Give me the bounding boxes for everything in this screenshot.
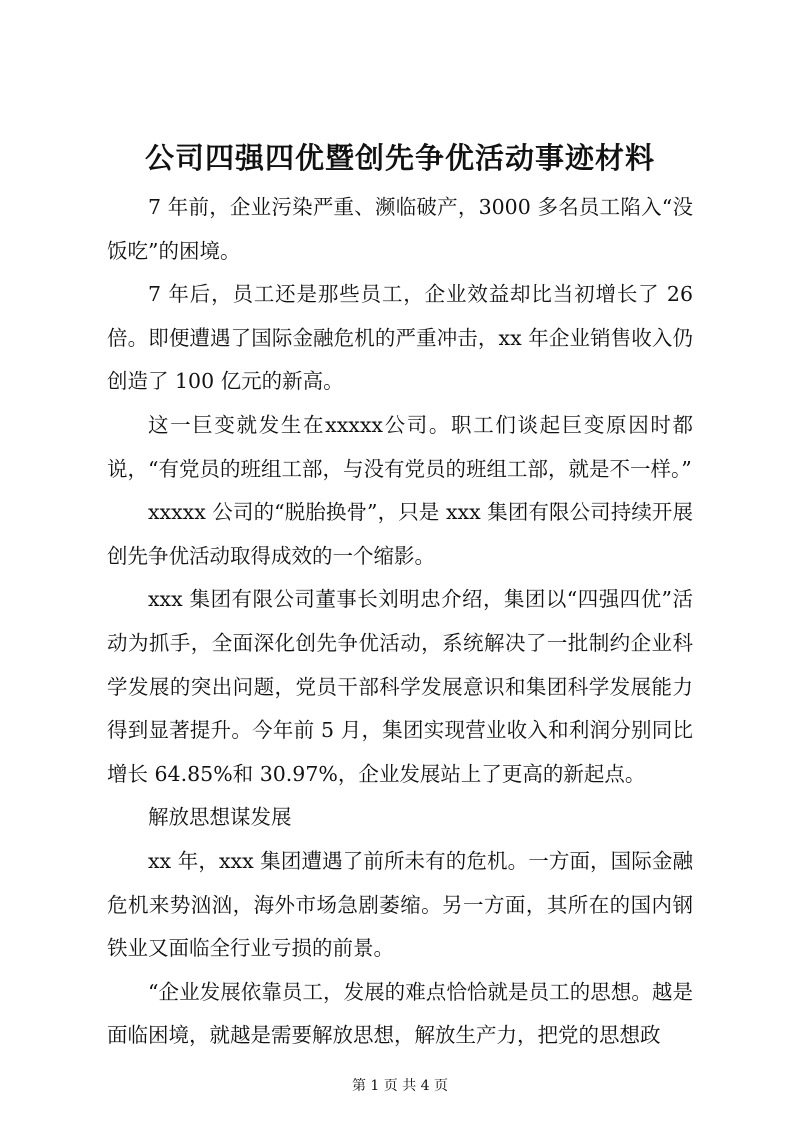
document-body [107, 186, 693, 1058]
paragraph: xxxxx 公司的“脱胎换骨”，只是 xxx 集团有限公司持续开展创先争优活动取得成效的一个缩影。 [107, 500, 693, 568]
paragraph: xx 年，xxx 集团遭遇了前所未有的危机。一方面，国际金融危机来势汹汹，海外市场急剧萎缩。另一方面，其所在的国内钢铁业又面临全行业亏损的前景。 [107, 848, 693, 961]
page-number-footer: 第 1 页 共 4 页 [351, 1078, 449, 1094]
document-title: 公司四强四优暨创先争优活动事迹材料 [144, 141, 655, 175]
section-heading: 解放思想谋发展 [148, 805, 292, 830]
paragraph: 这一巨变就发生在xxxxx公司。职工们谈起巨变原因时都说，“有党员的班组工部，与没有党员的班组工部，就是不一样。” [107, 412, 693, 481]
paragraph: xxx 集团有限公司董事长刘明忠介绍，集团以“四强四优”活动为抓手，全面深化创先争优活动，系统解决了一批制约企业科学发展的突出问题，党员干部科学发展意识和集团科学发展能力得到显著提升。今年前 5 月，集团实现营业收入和利润分别同比增长 64.85%和 30.97%，企业发展站上了更高的新起点。 [107, 587, 693, 786]
paragraph: 7 年后，员工还是那些员工，企业效益却比当初增长了 26 倍。即便遭遇了国际金融危机的严重冲击，xx 年企业销售收入仍创造了 100 亿元的新高。 [107, 282, 693, 394]
paragraph: “企业发展依靠员工，发展的难点恰恰就是员工的思想。越是面临困境，就越是需要解放思想，解放生产力，把党的思想政 [107, 979, 693, 1048]
paragraph: 7 年前，企业污染严重、濒临破产，3000 多名员工陷入“没饭吃”的困境。 [107, 195, 693, 263]
